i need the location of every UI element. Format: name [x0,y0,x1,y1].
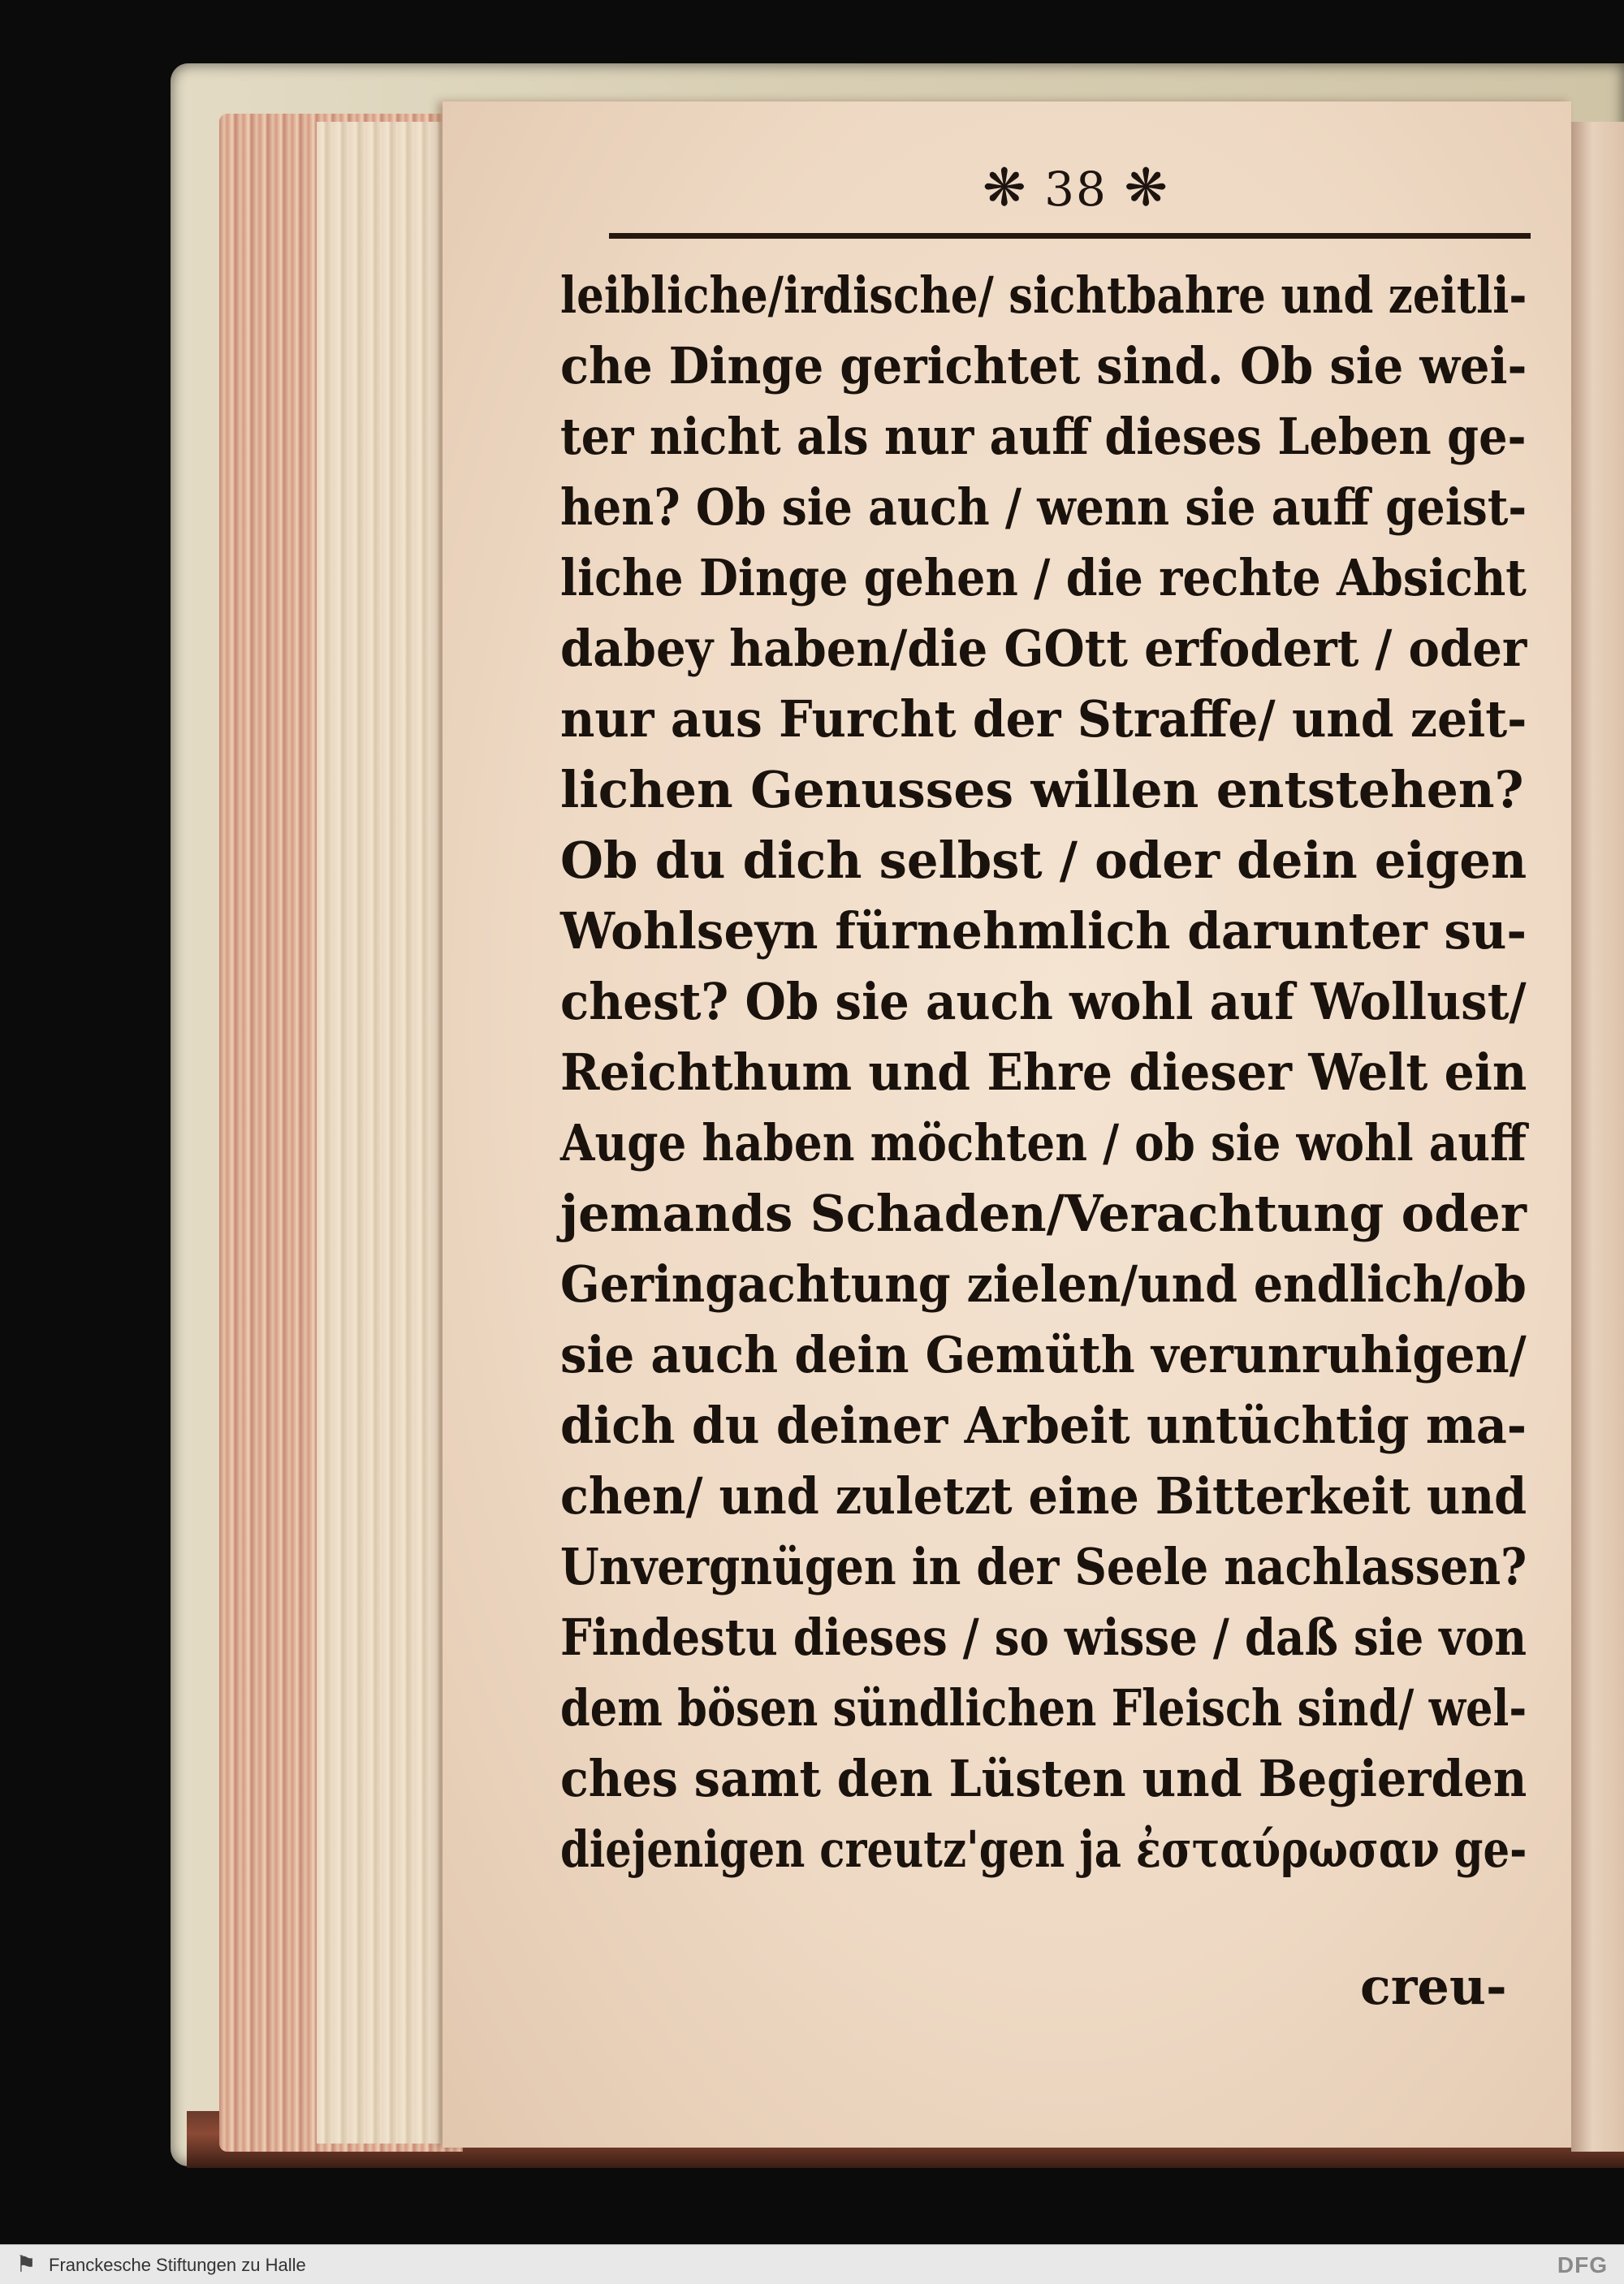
text-line: dem bösen sündlichen Fleisch sind/ wel- [560,1678,1527,1738]
page-header [983,158,1169,218]
text-line: Reichthum und Ehre dieser Welt ein [560,1043,1527,1102]
text-block [560,260,1535,1885]
page-gutter [1571,122,1624,2152]
text-line: liche Dinge gehen / die rechte Absicht [560,548,1527,607]
ornament-left-icon: ❋ [983,158,1028,218]
institution-name: Franckesche Stiftungen zu Halle [49,2255,306,2275]
text-line: Auge haben möchten / ob sie wohl auff [560,1113,1527,1172]
catchword: creu- [1360,1957,1507,2016]
page-number: 38 [1044,162,1108,217]
dfg-logo: DFG [1557,2252,1608,2278]
text-line: chest? Ob sie auch wohl auf Wollust/ [560,972,1527,1031]
text-line: jemands Schaden/Verachtung oder [560,1184,1527,1243]
text-line: dich du deiner Arbeit untüchtig ma- [560,1396,1527,1455]
text-line: ter nicht als nur auff dieses Leben ge- [560,407,1527,466]
text-line: che Dinge gerichtet sind. Ob sie wei- [560,336,1527,395]
page-edges-inner [317,122,455,2144]
text-line: Geringachtung zielen/und endlich/ob [560,1254,1527,1314]
text-line: Findestu dieses / so wisse / daß sie von [560,1608,1527,1667]
text-line: dabey haben/die GOtt erfodert / oder [560,619,1527,678]
text-line: nur aus Furcht der Straffe/ und zeit- [560,689,1527,749]
ornament-right-icon: ❋ [1124,158,1169,218]
text-line: chen/ und zuletzt eine Bitterkeit und [560,1466,1527,1526]
text-line: diejenigen creutz'gen ja ἐσταύρωσαν ge- [560,1820,1527,1879]
institution-logo-icon: ⚑ [15,2252,37,2277]
text-line: lichen Genusses willen entstehen? [560,760,1524,819]
text-line: leibliche/irdische/ sichtbahre und zeitli- [560,266,1527,325]
text-line: sie auch dein Gemüth verunruhigen/ [560,1325,1527,1384]
text-line: Ob du dich selbst / oder dein eigen [560,831,1527,890]
text-line: ches samt den Lüsten und Begierden [560,1749,1527,1808]
text-line: hen? Ob sie auch / wenn sie auff geist- [560,477,1527,537]
viewer-footer [0,2244,1624,2284]
text-line: Unvergnügen in der Seele nachlassen? [560,1537,1527,1596]
text-line: Wohlseyn fürnehmlich darunter su- [560,901,1527,961]
header-rule [609,233,1531,239]
